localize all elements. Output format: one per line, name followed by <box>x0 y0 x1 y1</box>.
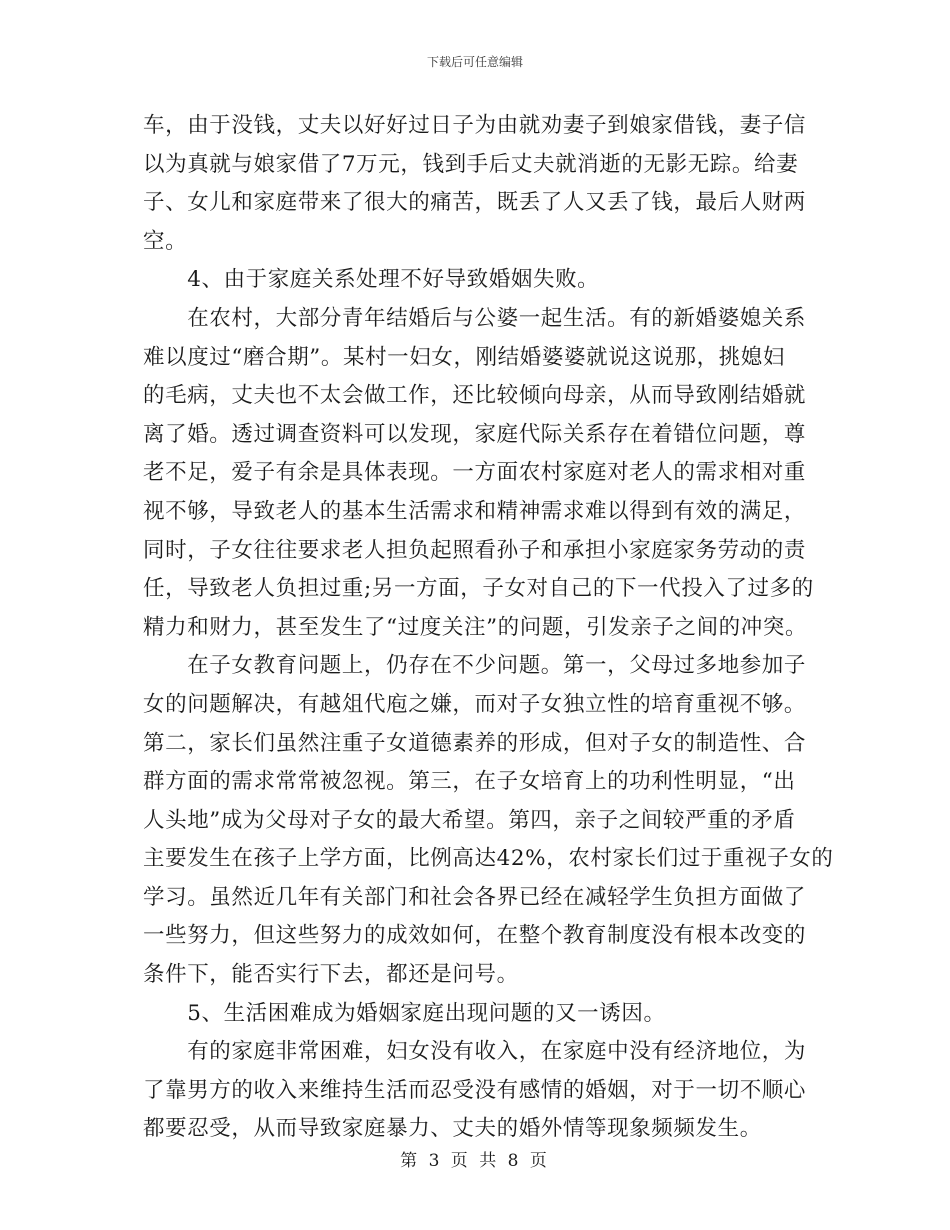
text-line: 主要发生在孩子上学方面，比例高达42%，农村家长们过于重视子女的 <box>143 846 834 872</box>
text-line: 在子女教育问题上，仍存在不少问题。第一，父母过多地参加子 <box>143 653 807 679</box>
section-heading-4: 4、由于家庭关系处理不好导致婚姻失败。 <box>143 267 600 293</box>
page-header: 下载后可任意编辑 <box>426 55 523 69</box>
section-heading-5: 5、生活困难成为婚姻家庭出现问题的又一诱因。 <box>143 1000 666 1026</box>
text-line: 女的问题解决，有越俎代庖之嫌，而对子女独立性的培育重视不够。 <box>143 691 807 717</box>
text-line: 视不够，导致老人的基本生活需求和精神需求难以得到有效的满足， <box>143 498 807 524</box>
text-line: 学习。虽然近几年有关部门和社会各界已经在减轻学生负担方面做了 <box>143 884 807 910</box>
text-line: 有的家庭非常困难，妇女没有收入，在家庭中没有经济地位，为 <box>143 1039 807 1065</box>
page-footer: 第 3 页 共 8 页 <box>400 1151 550 1171</box>
text-line: 都要忍受，从而导致家庭暴力、丈夫的婚外情等现象频频发生。 <box>143 1116 762 1142</box>
text-line: 车，由于没钱，丈夫以好好过日子为由就劝妻子到娘家借钱，妻子信 <box>143 113 807 138</box>
text-line: 任，导致老人负担过重;另一方面，子女对自己的下一代投入了过多的 <box>143 576 814 602</box>
text-line: 了靠男方的收入来维持生活而忍受没有感情的婚姻，对于一切不顺心 <box>143 1077 807 1103</box>
text-line: 的毛病，丈夫也不太会做工作，还比较倾向母亲，从而导致刚结婚就 <box>143 383 807 409</box>
text-line: 子、女儿和家庭带来了很大的痛苦，既丢了人又丢了钱，最后人财两 <box>143 190 807 216</box>
text-line: 条件下，能否实行下去，都还是问号。 <box>143 962 519 988</box>
text-line: 一些努力，但这些努力的成效如何，在整个教育制度没有根本改变的 <box>143 923 807 949</box>
text-line: 同时，子女往往要求老人担负起照看孙子和承担小家庭家务劳动的责 <box>143 537 807 563</box>
text-line: 空。 <box>143 228 188 254</box>
text-line: 群方面的需求常常被忽视。第三，在子女培育上的功利性明显，“出 <box>143 769 796 795</box>
text-line: 老不足，爱子有余是具体表现。一方面农村家庭对老人的需求相对重 <box>143 460 807 486</box>
text-line: 第二，家长们虽然注重子女道德素养的形成，但对子女的制造性、合 <box>143 730 807 756</box>
text-line: 离了婚。透过调查资料可以发现，家庭代际关系存在着错位问题，尊 <box>143 421 807 447</box>
text-line: 在农村，大部分青年结婚后与公婆一起生活。有的新婚婆媳关系 <box>143 305 807 331</box>
document-body <box>143 107 834 1149</box>
text-line: 人头地”成为父母对子女的最大希望。第四，亲子之间较严重的矛盾 <box>143 807 796 833</box>
text-line: 精力和财力，甚至发生了“过度关注”的问题，引发亲子之间的冲突。 <box>143 614 808 640</box>
text-line: 以为真就与娘家借了7万元，钱到手后丈夫就消逝的无影无踪。给妻 <box>143 151 799 177</box>
text-line: 难以度过“磨合期”。某村一妇女，刚结婚婆婆就说这说那，挑媳妇 <box>143 344 785 370</box>
